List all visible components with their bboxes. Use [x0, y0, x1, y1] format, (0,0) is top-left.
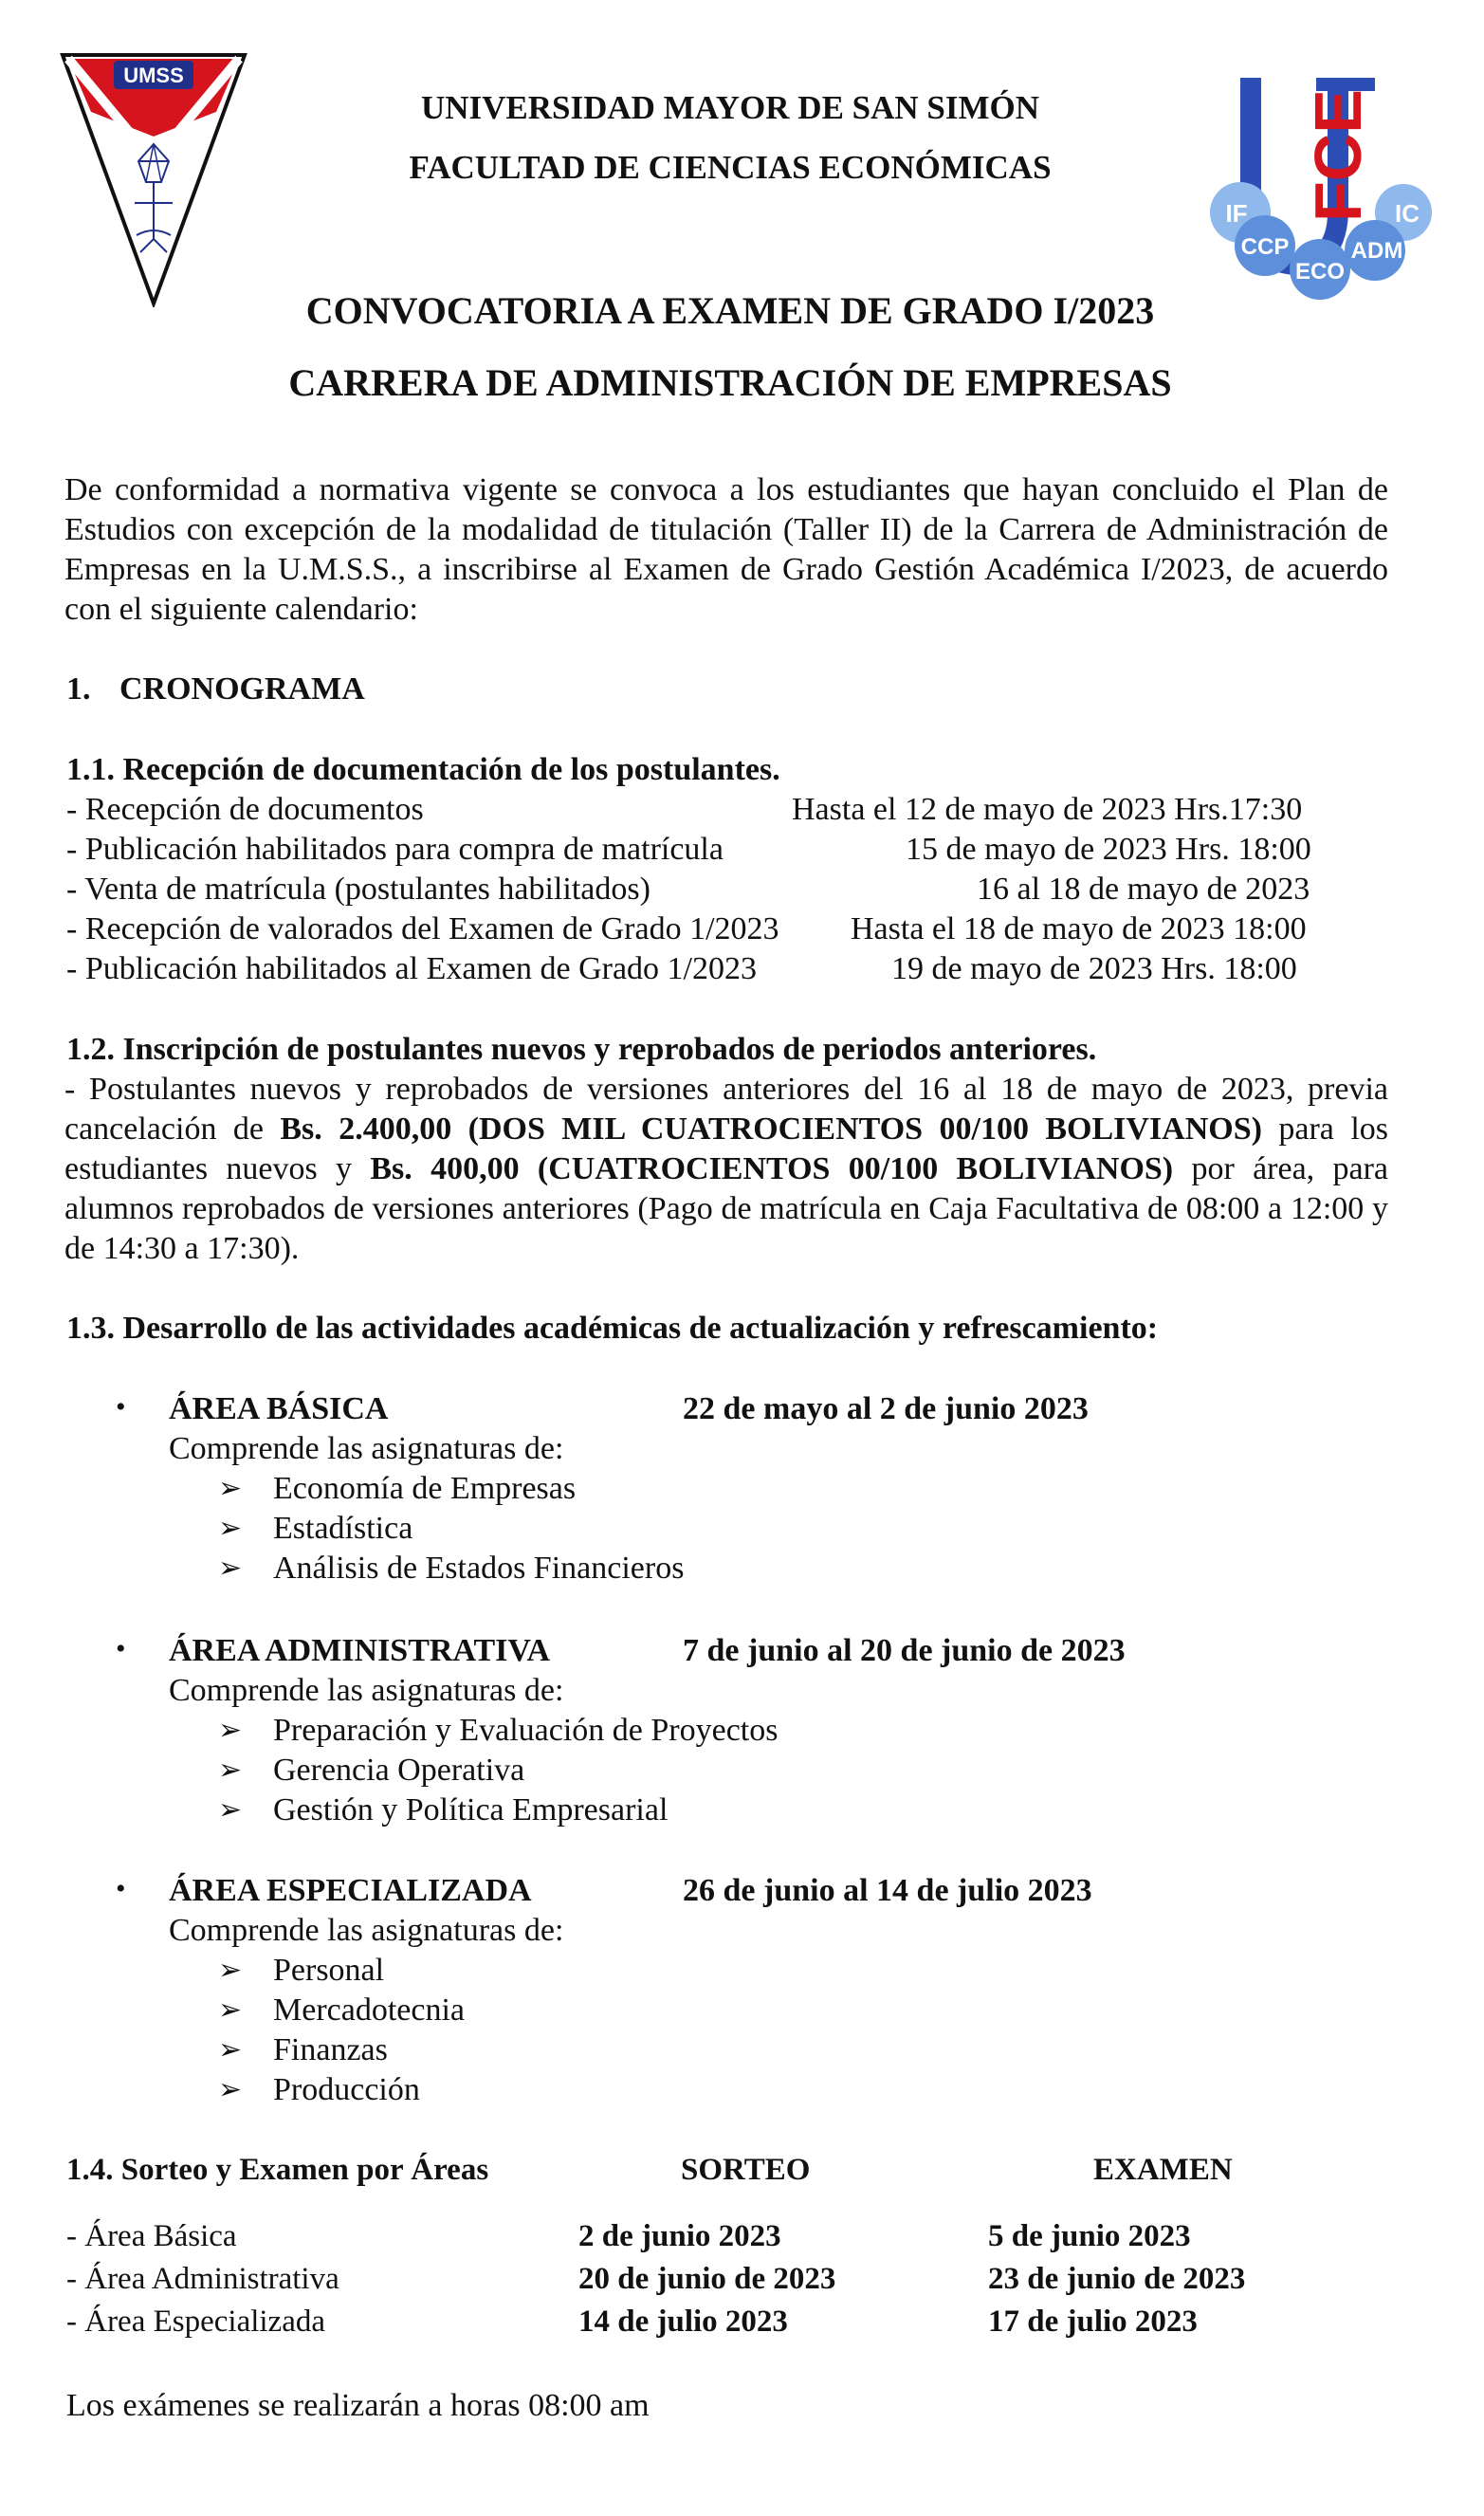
umss-logo-text: UMSS — [123, 64, 184, 87]
arrow-bullet-icon: ➢ — [218, 1794, 243, 1826]
s14-row-area: - Área Básica — [66, 2219, 237, 2253]
s11-row-date: 19 de mayo de 2023 Hrs. 18:00 — [891, 951, 1297, 986]
arrow-bullet-icon: ➢ — [218, 1552, 243, 1584]
subject-item: Estadística — [273, 1511, 413, 1546]
area-dates: 7 de junio al 20 de junio de 2023 — [683, 1633, 1126, 1668]
s11-row-date: 16 al 18 de mayo de 2023 — [977, 872, 1310, 907]
s11-row-label: - Recepción de valorados del Examen de Grado 1/2023 — [66, 911, 779, 946]
s14-col-sorteo: SORTEO — [681, 2153, 811, 2187]
fce-logo-if: IF — [1225, 199, 1248, 228]
intro-paragraph: De conformidad a normativa vigente se convoca a los estudiantes que hayan concluido el Plan de Estudios con excepción de la modalidad de titulación (Taller II) de la Carrera de Administración de Empresas en la U.M.S.S., a inscribirse al Examen de Grado Gestión Académica I/2023, de acuerdo con el siguiente calendario: — [64, 472, 1388, 627]
s14-row-sorteo: 2 de junio 2023 — [578, 2219, 781, 2253]
fce-logo-ic: IC — [1395, 199, 1420, 228]
s14-row-examen: 17 de julio 2023 — [988, 2305, 1198, 2339]
s11-row-date: Hasta el 18 de mayo de 2023 18:00 — [851, 911, 1307, 946]
s12-amount-new: Bs. 2.400,00 (DOS MIL CUATROCIENTOS 00/100 BOLIVIANOS) — [280, 1111, 1262, 1147]
bullet-icon: • — [116, 1633, 126, 1664]
subject-item: Gestión y Política Empresarial — [273, 1792, 669, 1827]
subject-item: Gerencia Operativa — [273, 1753, 525, 1788]
s11-row-date: 15 de mayo de 2023 Hrs. 18:00 — [906, 832, 1311, 867]
fce-logo-text: FCE — [1301, 89, 1375, 222]
arrow-bullet-icon: ➢ — [218, 1473, 243, 1504]
subject-item: Finanzas — [273, 2032, 388, 2067]
subject-item: Economía de Empresas — [273, 1471, 577, 1506]
fce-logo-eco: ECO — [1294, 259, 1346, 285]
university-name: UNIVERSIDAD MAYOR DE SAN SIMÓN — [420, 89, 1040, 126]
fce-logo-adm: ADM — [1350, 238, 1403, 264]
arrow-bullet-icon: ➢ — [218, 1715, 243, 1746]
s11-row-date: Hasta el 12 de mayo de 2023 Hrs.17:30 — [792, 792, 1303, 827]
s14-row-examen: 23 de junio de 2023 — [988, 2262, 1246, 2296]
s14-row-sorteo: 20 de junio de 2023 — [578, 2262, 836, 2296]
s12-text-2: para los estudiantes nuevos y — [64, 1111, 1388, 1186]
fce-logo-ccp: CCP — [1240, 234, 1290, 260]
bullet-icon: • — [116, 1391, 126, 1423]
arrow-bullet-icon: ➢ — [218, 1754, 243, 1786]
area-intro: Comprende las asignaturas de: — [169, 1913, 564, 1948]
s12-paragraph — [64, 1070, 1388, 1269]
fce-logo — [1204, 70, 1441, 303]
exam-time-note: Los exámenes se realizarán a horas 08:00 am — [66, 2388, 650, 2423]
s14-row-sorteo: 14 de julio 2023 — [578, 2305, 788, 2339]
fce-logo-umss: UMSS — [1267, 126, 1282, 166]
bullet-icon: • — [116, 1873, 126, 1904]
area-name: ÁREA ESPECIALIZADA — [169, 1873, 532, 1908]
s13-heading: 1.3. Desarrollo de las actividades académicas de actualización y refrescamiento: — [66, 1311, 1159, 1346]
s12-text-1: - Postulantes nuevos y reprobados de versiones anteriores del 16 al 18 de mayo de 2023, previa cancelación de — [64, 1072, 1388, 1147]
section1-title: CRONOGRAMA — [119, 671, 365, 707]
subject-item: Producción — [273, 2072, 420, 2107]
s11-heading: 1.1. Recepción de documentación de los postulantes. — [66, 752, 780, 787]
s11-row-label: - Venta de matrícula (postulantes habilitados) — [66, 872, 650, 907]
s12-amount-repeat: Bs. 400,00 (CUATROCIENTOS 00/100 BOLIVIANOS) — [370, 1151, 1174, 1186]
arrow-bullet-icon: ➢ — [218, 1513, 243, 1544]
area-dates: 26 de junio al 14 de julio 2023 — [683, 1873, 1092, 1908]
s14-row-area: - Área Especializada — [66, 2305, 325, 2339]
subject-item: Mercadotecnia — [273, 1993, 465, 2028]
s11-row-label: - Recepción de documentos — [66, 792, 424, 827]
subject-item: Análisis de Estados Financieros — [273, 1551, 685, 1586]
area-intro: Comprende las asignaturas de: — [169, 1673, 564, 1708]
section1-number: 1. — [66, 671, 91, 707]
area-intro: Comprende las asignaturas de: — [169, 1431, 564, 1466]
s12-text-3: por área, para alumnos reprobados de versiones anteriores (Pago de matrícula en Caja Facultativa de 08:00 a 12:00 y de 14:30 a 17:30). — [64, 1151, 1388, 1266]
arrow-bullet-icon: ➢ — [218, 1994, 243, 2026]
area-name: ÁREA ADMINISTRATIVA — [169, 1633, 551, 1668]
area-dates: 22 de mayo al 2 de junio 2023 — [683, 1391, 1089, 1426]
s14-col-examen: EXAMEN — [1093, 2153, 1233, 2187]
s12-heading: 1.2. Inscripción de postulantes nuevos y reprobados de periodos anteriores. — [66, 1032, 1097, 1067]
arrow-bullet-icon: ➢ — [218, 1955, 243, 1986]
subject-item: Personal — [273, 1953, 385, 1988]
faculty-name: FACULTAD DE CIENCIAS ECONÓMICAS — [409, 149, 1052, 186]
subject-item: Preparación y Evaluación de Proyectos — [273, 1713, 779, 1748]
s11-row-label: - Publicación habilitados al Examen de Grado 1/2023 — [66, 951, 757, 986]
s14-heading: 1.4. Sorteo y Examen por Áreas — [66, 2153, 489, 2187]
area-name: ÁREA BÁSICA — [169, 1391, 389, 1426]
s14-row-area: - Área Administrativa — [66, 2262, 339, 2296]
doc-title-line2: CARRERA DE ADMINISTRACIÓN DE EMPRESAS — [288, 361, 1172, 404]
doc-title-line1: CONVOCATORIA A EXAMEN DE GRADO I/2023 — [305, 289, 1155, 332]
arrow-bullet-icon: ➢ — [218, 2034, 243, 2066]
s11-row-label: - Publicación habilitados para compra de matrícula — [66, 832, 724, 867]
s14-row-examen: 5 de junio 2023 — [988, 2219, 1191, 2253]
arrow-bullet-icon: ➢ — [218, 2074, 243, 2105]
